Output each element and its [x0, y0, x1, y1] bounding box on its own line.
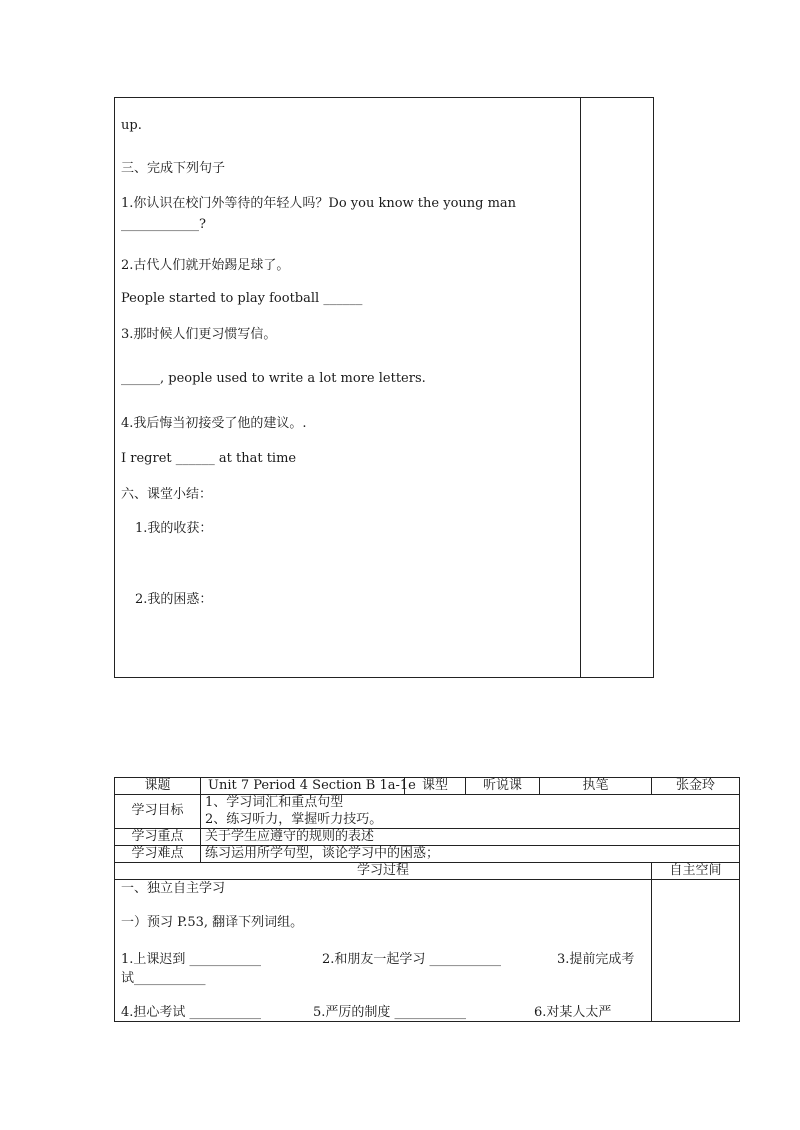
summary-item: 1.我的收获：: [135, 521, 213, 536]
key-label: 学习重点: [131, 829, 184, 844]
exercise-item: 2.古代人们就开始踢足球了。: [121, 258, 290, 273]
section-title: 一、独立自主学习: [121, 881, 226, 896]
space-column-divider: [651, 862, 652, 1022]
space-label: 自主空间: [669, 863, 722, 878]
goal-label: 学习目标: [131, 803, 184, 818]
exercise-answer-line: ______, people used to write a lot more letters.: [121, 371, 426, 386]
table-border-top: [114, 97, 654, 98]
section-heading: 三、完成下列句子: [121, 161, 226, 176]
process-label: 学习过程: [356, 863, 409, 878]
key-value: 关于学生应遵守的规则的表述: [205, 829, 375, 844]
vocab-item: 3.提前完成考: [557, 952, 635, 967]
sub-title: 一）预习 P.53, 翻译下列词组。: [121, 915, 304, 930]
author-label: 执笔: [582, 778, 609, 793]
vocab-item: 2.和朋友一起学习 ___________: [322, 952, 502, 967]
topic-label: 课题: [144, 778, 171, 793]
topic-value: Unit 7 Period 4 Section B 1a-1e: [208, 778, 416, 793]
table-rule: [114, 1021, 740, 1022]
label-column-divider: [200, 777, 201, 863]
text-line: up.: [121, 118, 142, 133]
goal-line: 1、学习词汇和重点句型: [205, 795, 344, 810]
vocab-item: 4.担心考试 ___________: [121, 1005, 262, 1020]
table-border-right: [653, 97, 654, 678]
type-value: 听说课: [482, 778, 522, 793]
vocab-item: 1.上课迟到 ___________: [121, 952, 262, 967]
exercise-item: 3.那时候人们更习惯写信。: [121, 327, 277, 342]
difficulty-value: 练习运用所学句型，谈论学习中的困惑；: [205, 846, 440, 861]
exercise-item: 4.我后悔当初接受了他的建议。.: [121, 416, 307, 431]
vocab-item: 6.对某人太严: [534, 1005, 612, 1020]
table-border-right: [739, 777, 740, 1022]
vocab-item-continued: 试___________: [121, 971, 206, 986]
section-heading: 六、课堂小结：: [121, 487, 213, 502]
table-border-left: [114, 97, 115, 678]
exercise-item: 1.你认识在校门外等待的年轻人吗？Do you know the young man: [121, 196, 517, 211]
difficulty-label: 学习难点: [131, 846, 184, 861]
exercise-answer-line: People started to play football ______: [121, 291, 363, 306]
table-border-divider: [580, 97, 581, 678]
vocab-item: 5.严厉的制度 ___________: [313, 1005, 467, 1020]
goal-line: 2、练习听力，掌握听力技巧。: [205, 812, 383, 827]
author-value: 张金玲: [675, 778, 715, 793]
exercise-blank: ____________?: [121, 217, 206, 232]
table-rule: [114, 879, 740, 880]
type-label: 课型: [421, 778, 448, 793]
exercise-answer-line: I regret ______ at that time: [121, 451, 297, 466]
summary-item: 2.我的困惑：: [135, 592, 213, 607]
table-border-bottom: [114, 677, 654, 678]
